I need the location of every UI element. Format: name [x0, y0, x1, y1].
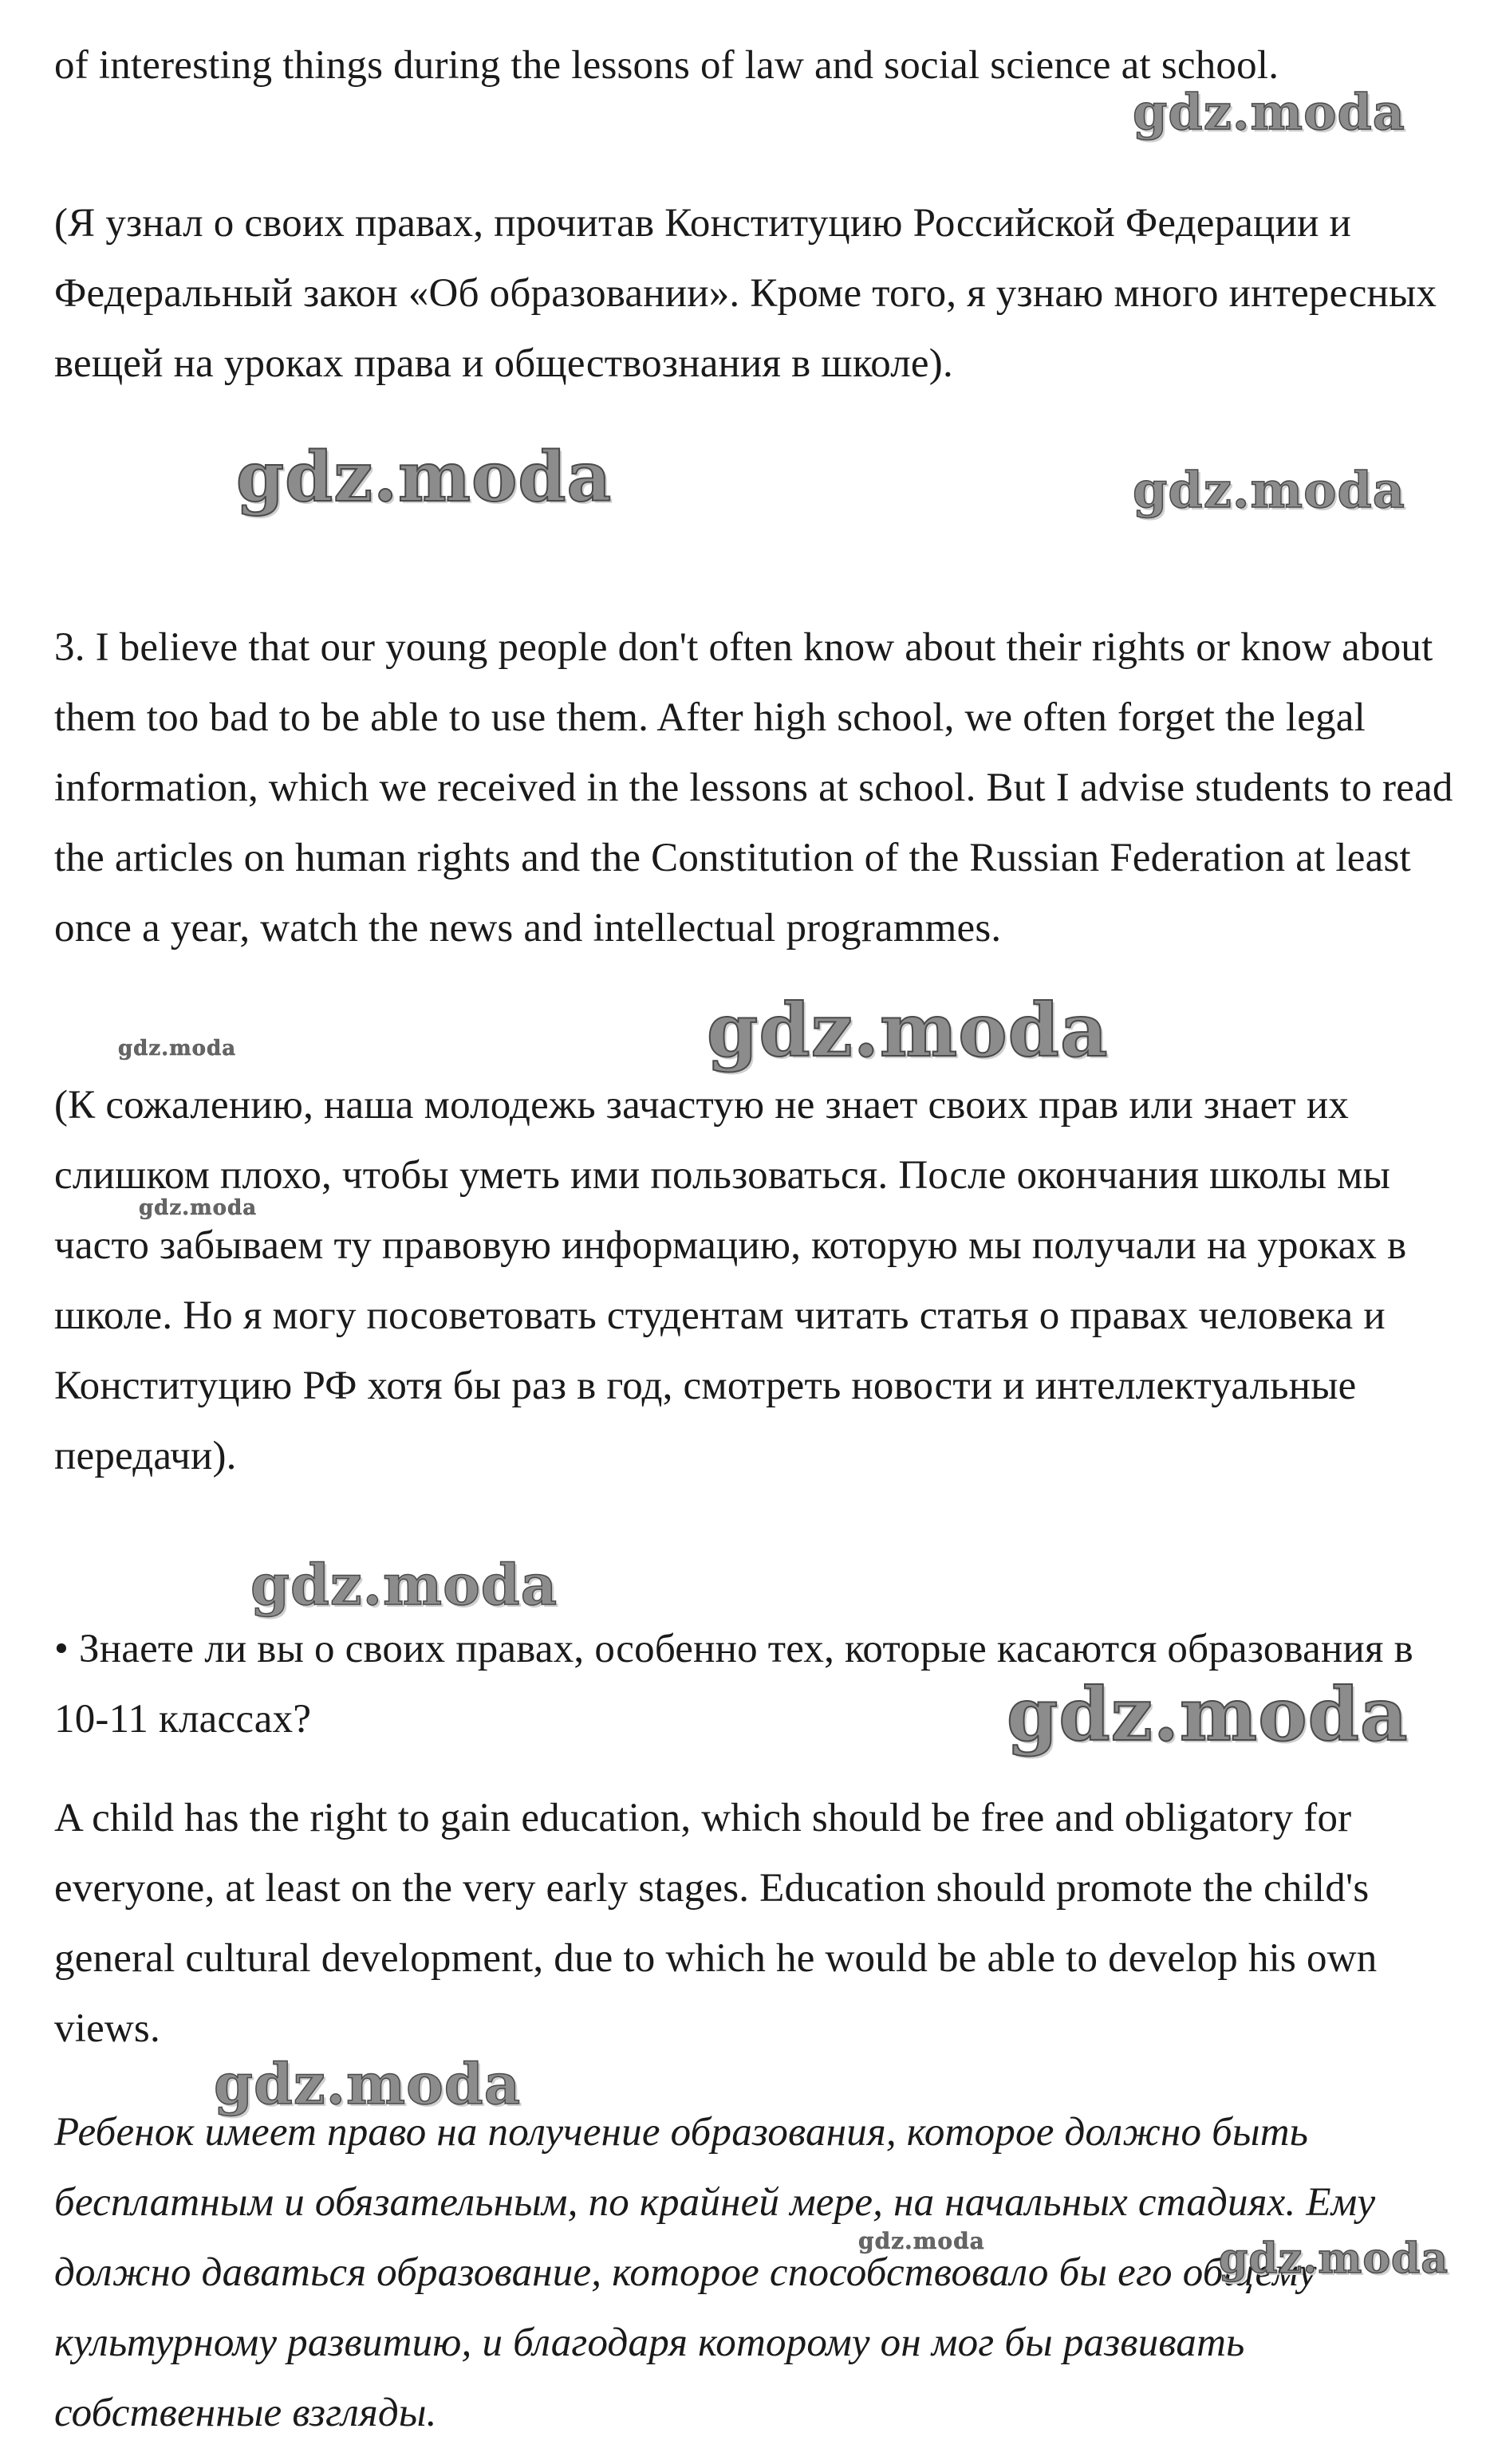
watermark-logo: gdz.moda: [118, 1037, 237, 1061]
watermark-logo: gdz.moda: [1007, 1671, 1409, 1757]
paragraph-answer-3-english: 3. I believe that our young people don't often know about their rights or know about them too bad to be able to use them. After high school, we often forget the legal information, which we received in the lessons at school. But I advise students to read the articles on human rights and the Constitution of the Russian Federation at least once a year, watch the news and intellectual programmes.: [54, 625, 1453, 951]
watermark-logo: gdz.moda: [139, 1196, 258, 1220]
watermark-logo: gdz.moda: [1133, 83, 1405, 141]
paragraph-answer-3-russian: (К сожалению, наша молодежь зачастую не знает своих прав или знает их слишком плохо, чтобы уметь ими пользоваться. После окончания школы мы часто забываем ту правовую информацию, которую мы получали на уроках в школе. Но я могу посоветовать студентам читать статья о правах человека и Конституцию РФ хотя бы раз в год, смотреть новости и интеллектуальные передачи).: [54, 1083, 1407, 1478]
paragraph-answer-russian: Ребенок имеет право на получение образования, которое должно быть бесплатным и обязательным, по крайней мере, на начальных стадиях. Ему должно даваться образование, которое способствовало бы его общему культурному развитию, и благодаря которому он мог бы развивать собственные взгляды.: [54, 2110, 1376, 2435]
paragraph-russian-translation-1: (Я узнал о своих правах, прочитав Конституцию Российской Федерации и Федеральный закон «Об образовании». Кроме того, я узнаю много интересных вещей на уроках права и обществознания в школе).: [54, 201, 1437, 386]
watermark-logo: gdz.moda: [214, 2051, 522, 2117]
paragraph-english-continuation: of interesting things during the lessons of law and social science at school.: [54, 43, 1279, 88]
question-bullet: • Знаете ли вы о своих правах, особенно тех, которые касаются образования в 10-11 классах?: [54, 1627, 1413, 1742]
watermark-logo: gdz.moda: [1133, 461, 1405, 519]
watermark-logo: gdz.moda: [707, 987, 1109, 1073]
watermark-logo: gdz.moda: [236, 437, 613, 518]
watermark-logo: gdz.moda: [250, 1552, 558, 1618]
watermark-logo: gdz.moda: [858, 2228, 985, 2254]
watermark-logo: gdz.moda: [1219, 2234, 1449, 2283]
paragraph-answer-english: A child has the right to gain education, which should be free and obligatory for everyone, at least on the very early stages. Education should promote the child's general cultural development, due to which he would be able to develop his own views.: [54, 1796, 1378, 2051]
